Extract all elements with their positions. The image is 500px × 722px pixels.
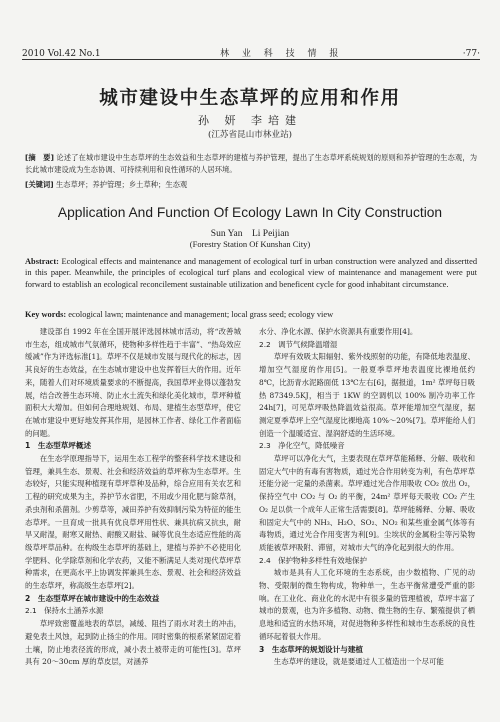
header-volume: 2010 Vol.42 No.1 bbox=[22, 49, 101, 59]
abstract-label: [摘 要] bbox=[25, 153, 54, 162]
article-title: 城市建设中生态草坪的应用和作用 bbox=[99, 88, 401, 109]
header-journal-name: 林 业 科 技 情 报 bbox=[220, 49, 344, 59]
article-authors: 孙 妍 李培建 bbox=[198, 114, 302, 127]
subsection-heading: 2.4 保护物种多样性有效地保护 bbox=[259, 555, 367, 565]
body-paragraph: 草坪可以净化大气，主要表现在草坪草能稀释、分解、吸收和固定大气中的有毒有害物质，通过光合作用转变为利，有色草坪草还能分泌一定量的杀菌素。草坪通过光合作用吸收 CO₂ 放出 O₂，保持空气中 CO₂ 与 O₂ 的平衡，24m² 草坪每天吸收 CO₂ 产生 O₂ 足以供一个成年人正常生活需要[8]。草坪能稀释、分解、吸收和固定大气中的 NH₃、H₂O、SO₂、NO₂ 和某些重金属气体等有毒物质，通过光合作用变害为利[9]。尘埃状的金属粉尘等污染物质能被草坪吸附、滞留，对城市大气的净化起到很大的作用。 bbox=[259, 454, 475, 552]
body-paragraph: 水分、净化水源、保护水资源具有重要作用[4]。 bbox=[259, 327, 418, 336]
section-heading: 3 生态草坪的规划设计与建植 bbox=[259, 644, 364, 654]
english-abstract-text: Ecological effects and maintenance and management of ecological turf in urban construction were analyzed and dissertted in this paper. Meanwhile, the principles of ecological turf plans and ecological view of maintenance and management were put forward to establish an ecological reconcilement sustainable utilization and beneficent cycle for good inhabitant circumstance. bbox=[25, 257, 478, 289]
body-paragraph: 草坪致密覆盖地表的草层，减缓、阻挡了雨水对表土的冲击，避免表土风蚀，起到防止扬尘的作用。同时密集的根系紧紧固定着土壤，防止地表径流的形成，减小表土被带走的可能性[3]。草坪具有 20～30cm 厚的草皮层，对涵养 bbox=[25, 619, 241, 667]
english-keywords-label: Key words: bbox=[25, 310, 67, 319]
header-page-number: ·77· bbox=[462, 49, 480, 59]
keywords-text: 生态草坪；养护管理；乡土草种；生态观 bbox=[55, 180, 188, 189]
body-paragraph: 城市是具有人工化环境的生态系统，由少数植物、广见的动物、受限制的微生物构成，物种单一，生态平衡常遭受严重的影响。在工业化、商业化的水泥中有很多量的管理植被，草坪丰富了城市的景观，也为许多植物、动物、微生物的生存、繁殖提供了栖息地和适宜的水热环境，对促进物种多样性和城市生态系统的良性循环起着很大作用。 bbox=[259, 568, 475, 641]
abstract-text: 论述了在城市建设中生态草坪的生态效益和生态草坪的建植与养护管理，提出了生态草坪系统规划的原则和养护管理的生态观，为长此城市建设成为生态协调、可持续利用和良性循环的人居环境。 bbox=[25, 153, 477, 174]
chinese-abstract bbox=[25, 152, 477, 176]
body-paragraph: 草坪有效吸太阳辐射、紫外线照射的功能，有降低地表温度、增加空气湿度的作用[5]。一般夏季草坪地表温度比裸地低约 8℃，比沥青水泥路面低 13℃左右[6]，据报道，1m² 草坪每日吸热 87349.5KJ，相当于 1KW 的空调机以 100% 制冷功率工作 24h[7]，可见草坪吸热降温效益很高。草坪能增加空气湿度，据测定夏季草坪上空气湿度比裸地高 10%～20%[7]。草坪能给人们创造一个温暖适宜、湿润舒适的生活环境。 bbox=[259, 352, 475, 438]
subsection-heading: 2.1 保持水土涵养水源 bbox=[25, 606, 104, 616]
body-column-left bbox=[25, 326, 241, 718]
english-keywords bbox=[25, 309, 477, 320]
subsection-heading: 2.3 净化空气，降低噪音 bbox=[259, 441, 345, 451]
running-header bbox=[22, 44, 480, 60]
body-paragraph: 建设部自 1992 年在全国开展评选园林城市活动，将“改善城市生态，组成城市气氛循环，使物种多样性趋于丰富”、“热岛效应缓减”作为评选标准[1]。草坪不仅是城市发展与现代化的标志，因其良好的生态效益，在生态城市建设中也发挥着巨大的作用。近年来，随着人们对环境质量要求的不断提高，我国草坪业得以蓬勃发展，结合改善生态环境、防止水土流失和绿化美化城市，草坪种植面积大大增加。但如何合理地规划、布局、建植生态型草坪，使它在城市建设中更好地发挥其作用，是园林工作者、绿化工作者面临的问题。 bbox=[25, 327, 241, 438]
english-affiliation: (Forestry Station Of Kunshan City) bbox=[189, 239, 311, 249]
body-paragraph: 在生态学原理指导下，运用生态工程学的整套科学技术建设和管理，兼具生态、景观、社会和经济效益的草坪称为生态草坪。生态较好，只能实现种植现有草坪草种及品种，综合应用有关农艺和工程的研究成果为主，养护节水省肥，不用或少用化肥与除草剂，杀虫剂和杀菌剂。少剪草等，减田养护有效抑制污染为特征的能生态草坪。一旦育成一批具有优良草坪用性状、兼具抗病又抗虫，耐旱又耐湿，耐寒又耐热、耐酸又耐盐、碱等优良生态适应性能的高级草坪草品种。在构级生态草坪的基础上，建植与养护不必使用化学肥料、化学除草剂和化学农药，又能不断满足人类对现代草坪草种需求，在更高水平上协调发挥兼具生态、景观、社会和经济效益的生态草坪，称高级生态草坪[2]。 bbox=[25, 454, 241, 591]
body-column-right bbox=[259, 326, 475, 718]
body-paragraph: 生态草坪的建设，就是要通过人工植造出一个尽可能 bbox=[273, 657, 444, 667]
english-title: Application And Function Of Ecology Lawn In City Construction bbox=[57, 205, 443, 220]
english-abstract-label: Abstract: bbox=[25, 257, 59, 266]
section-heading: 2 生态型草坪在城市建设中的生态效益 bbox=[25, 593, 160, 603]
subsection-heading: 2.2 调节气候降温增湿 bbox=[259, 339, 338, 349]
section-heading: 1 生态型草坪概述 bbox=[25, 441, 92, 451]
keywords-label: [关键词] bbox=[25, 180, 54, 189]
english-keywords-text: ecological lawn; maintenance and management; local grass seed; ecology view bbox=[68, 310, 334, 319]
english-abstract bbox=[25, 256, 477, 290]
article-affiliation: (江苏省昆山市林业站) bbox=[207, 130, 293, 140]
chinese-keywords bbox=[25, 179, 477, 191]
english-authors: Sun Yan Li Peijian bbox=[210, 229, 290, 239]
